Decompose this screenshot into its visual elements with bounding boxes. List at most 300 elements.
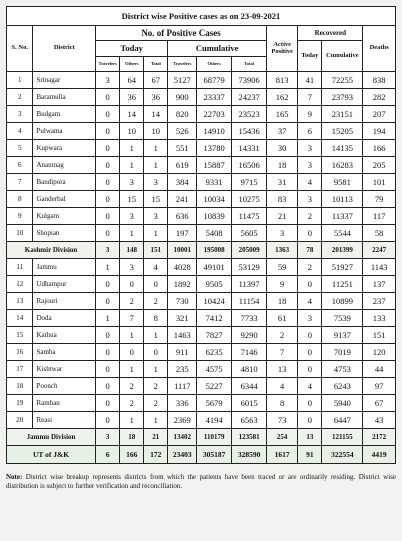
cell-cum-travelers: 321 (168, 310, 197, 327)
cell-today-others: 1 (120, 157, 144, 174)
cell-active: 165 (267, 106, 298, 123)
header-cumulative-others: Others (197, 57, 232, 72)
cell-deaths: 838 (363, 72, 396, 89)
cell-recovered-today: 3 (298, 140, 322, 157)
header-sno: S. No. (7, 26, 33, 72)
cell-today-travelers: 0 (96, 344, 120, 361)
header-deaths: Deaths (363, 26, 396, 72)
cell-recovered-today: 0 (298, 225, 322, 242)
cell-today-total: 1 (144, 412, 168, 429)
cell-recovered-cumulative: 10113 (322, 191, 363, 208)
cell-active: 8 (267, 395, 298, 412)
note-label: Note: (6, 473, 23, 481)
cell-recovered-today: 91 (298, 446, 322, 464)
cell-cum-travelers: 1463 (168, 327, 197, 344)
cell-deaths: 205 (363, 157, 396, 174)
cell-sno: 18 (7, 378, 33, 395)
cell-district: Samba (33, 344, 96, 361)
header-today: Today (96, 41, 168, 57)
cell-recovered-today: 4 (298, 378, 322, 395)
cell-cum-total: 4810 (232, 361, 267, 378)
cell-cum-total: 9290 (232, 327, 267, 344)
cell-active: 7 (267, 344, 298, 361)
header-today-travelers: Travelers (96, 57, 120, 72)
header-recovered: Recovered (298, 26, 363, 41)
cell-cum-travelers: 730 (168, 293, 197, 310)
cell-today-travelers: 3 (96, 72, 120, 89)
cell-sno: 14 (7, 310, 33, 327)
cell-recovered-cumulative: 16283 (322, 157, 363, 174)
cell-recovered-cumulative: 11251 (322, 276, 363, 293)
footnote (6, 473, 396, 492)
cell-cum-total: 73906 (232, 72, 267, 89)
cell-deaths: 151 (363, 327, 396, 344)
cell-active: 18 (267, 293, 298, 310)
table-row (7, 157, 396, 174)
cell-deaths: 137 (363, 276, 396, 293)
cell-deaths: 58 (363, 225, 396, 242)
table-row (7, 361, 396, 378)
cell-today-travelers: 0 (96, 208, 120, 225)
cell-cum-others: 14910 (197, 123, 232, 140)
cell-cum-others: 22703 (197, 106, 232, 123)
cell-today-others: 1 (120, 140, 144, 157)
cell-today-total: 0 (144, 344, 168, 361)
cell-active: 73 (267, 412, 298, 429)
cell-district: Poonch (33, 378, 96, 395)
cell-today-others: 64 (120, 72, 144, 89)
header-cumulative: Cumulative (168, 41, 267, 57)
cell-cum-travelers: 1892 (168, 276, 197, 293)
cell-today-travelers: 0 (96, 157, 120, 174)
cell-deaths: 43 (363, 412, 396, 429)
cell-cum-total: 24237 (232, 89, 267, 106)
cell-deaths: 166 (363, 140, 396, 157)
cell-today-total: 21 (144, 429, 168, 446)
cell-cum-others: 4575 (197, 361, 232, 378)
cell-cum-travelers: 23403 (168, 446, 197, 464)
cell-district: Doda (33, 310, 96, 327)
table-row (7, 123, 396, 140)
cell-cum-total: 23523 (232, 106, 267, 123)
cell-today-others: 7 (120, 310, 144, 327)
cell-district: Anantnag (33, 157, 96, 174)
cell-recovered-today: 3 (298, 157, 322, 174)
cell-district: Kishtwar (33, 361, 96, 378)
cell-today-total: 2 (144, 395, 168, 412)
cell-sno: 5 (7, 140, 33, 157)
cell-cum-travelers: 1117 (168, 378, 197, 395)
cell-today-others: 10 (120, 123, 144, 140)
cell-today-others: 3 (120, 208, 144, 225)
cell-active: 59 (267, 259, 298, 276)
cell-district: Ganderbal (33, 191, 96, 208)
cell-today-others: 0 (120, 276, 144, 293)
cell-sno: 20 (7, 412, 33, 429)
cell-deaths: 67 (363, 395, 396, 412)
header-recovered-today: Today (298, 41, 322, 72)
cell-sno: 15 (7, 327, 33, 344)
cell-deaths: 44 (363, 361, 396, 378)
header-cumulative-travelers: Travelers (168, 57, 197, 72)
cell-recovered-today: 3 (298, 310, 322, 327)
cell-recovered-today: 13 (298, 429, 322, 446)
cell-today-others: 2 (120, 293, 144, 310)
cell-cum-total: 6015 (232, 395, 267, 412)
cell-cum-others: 68779 (197, 72, 232, 89)
cell-recovered-cumulative: 322554 (322, 446, 363, 464)
cell-today-total: 1 (144, 225, 168, 242)
table-row (7, 327, 396, 344)
cell-today-total: 172 (144, 446, 168, 464)
cell-cum-others: 23337 (197, 89, 232, 106)
cell-recovered-cumulative: 23151 (322, 106, 363, 123)
cell-cum-travelers: 636 (168, 208, 197, 225)
cell-today-travelers: 1 (96, 259, 120, 276)
cell-cum-travelers: 235 (168, 361, 197, 378)
table-row (7, 310, 396, 327)
cell-district: Kulgam (33, 208, 96, 225)
cell-recovered-today: 2 (298, 259, 322, 276)
cell-cum-total: 16506 (232, 157, 267, 174)
cell-recovered-cumulative: 6243 (322, 378, 363, 395)
cell-today-total: 3 (144, 208, 168, 225)
cell-today-others: 2 (120, 378, 144, 395)
cell-today-others: 36 (120, 89, 144, 106)
cell-recovered-cumulative: 23793 (322, 89, 363, 106)
cell-today-others: 2 (120, 395, 144, 412)
cell-district: Reasi (33, 412, 96, 429)
cell-cum-total: 205009 (232, 242, 267, 259)
table-row (7, 191, 396, 208)
cell-cum-total: 9715 (232, 174, 267, 191)
cell-cum-travelers: 526 (168, 123, 197, 140)
cell-recovered-today: 0 (298, 361, 322, 378)
table-row (7, 174, 396, 191)
report-title: District wise Positive cases as on 23-09-2021 (7, 7, 396, 26)
cell-district: Pulwama (33, 123, 96, 140)
header-today-total: Total (144, 57, 168, 72)
note-text: District wise breakup represents districts from which the patients have been traced or are ordinarily residing. District wise distribution is subject to further verification and reconciliation. (6, 473, 396, 491)
cell-sno: 11 (7, 259, 33, 276)
cell-recovered-cumulative: 10899 (322, 293, 363, 310)
header-recovered-cumulative: Cumulative (322, 41, 363, 72)
cell-today-others: 166 (120, 446, 144, 464)
cell-cum-travelers: 197 (168, 225, 197, 242)
cell-sno: 2 (7, 89, 33, 106)
cell-recovered-cumulative: 9137 (322, 327, 363, 344)
header-cumulative-total: Total (232, 57, 267, 72)
cell-recovered-cumulative: 11337 (322, 208, 363, 225)
cell-cum-others: 13780 (197, 140, 232, 157)
header-district: District (33, 26, 96, 72)
cell-today-total: 151 (144, 242, 168, 259)
cell-active: 1617 (267, 446, 298, 464)
cell-deaths: 207 (363, 106, 396, 123)
cell-cum-travelers: 10001 (168, 242, 197, 259)
table-row (7, 259, 396, 276)
cell-district: Kathua (33, 327, 96, 344)
cell-cum-travelers: 2369 (168, 412, 197, 429)
cell-cum-travelers: 4028 (168, 259, 197, 276)
cell-cum-travelers: 820 (168, 106, 197, 123)
cell-cum-others: 7827 (197, 327, 232, 344)
cell-cum-travelers: 241 (168, 191, 197, 208)
cell-recovered-cumulative: 72255 (322, 72, 363, 89)
cell-cum-others: 5679 (197, 395, 232, 412)
cell-active: 13 (267, 361, 298, 378)
cell-today-others: 18 (120, 429, 144, 446)
cell-today-total: 3 (144, 174, 168, 191)
cell-district: Udhampur (33, 276, 96, 293)
table-row (7, 72, 396, 89)
cell-recovered-cumulative: 4753 (322, 361, 363, 378)
table-row (7, 106, 396, 123)
table-row (7, 293, 396, 310)
cell-cum-others: 10034 (197, 191, 232, 208)
cell-cum-total: 11154 (232, 293, 267, 310)
cell-cum-total: 6563 (232, 412, 267, 429)
cell-recovered-today: 0 (298, 412, 322, 429)
cell-cum-total: 7146 (232, 344, 267, 361)
cell-today-travelers: 0 (96, 276, 120, 293)
cell-cum-total: 328590 (232, 446, 267, 464)
cell-today-others: 15 (120, 191, 144, 208)
cell-deaths: 4419 (363, 446, 396, 464)
cell-active: 813 (267, 72, 298, 89)
cell-recovered-cumulative: 5940 (322, 395, 363, 412)
cell-recovered-today: 6 (298, 123, 322, 140)
cell-cum-others: 10424 (197, 293, 232, 310)
cell-cum-travelers: 336 (168, 395, 197, 412)
cell-cum-travelers: 551 (168, 140, 197, 157)
cell-sno: 10 (7, 225, 33, 242)
cell-cum-others: 49101 (197, 259, 232, 276)
cell-cum-others: 9331 (197, 174, 232, 191)
cell-active: 18 (267, 157, 298, 174)
cell-district: Kupwara (33, 140, 96, 157)
cell-active: 4 (267, 378, 298, 395)
cell-cum-others: 5408 (197, 225, 232, 242)
cell-today-travelers: 3 (96, 429, 120, 446)
cell-recovered-cumulative: 7539 (322, 310, 363, 327)
cell-cum-total: 11397 (232, 276, 267, 293)
table-row (7, 140, 396, 157)
cell-cum-others: 15887 (197, 157, 232, 174)
division-total-row (7, 429, 396, 446)
cell-cum-total: 11475 (232, 208, 267, 225)
cell-deaths: 237 (363, 293, 396, 310)
cell-cum-travelers: 384 (168, 174, 197, 191)
cell-sno: 7 (7, 174, 33, 191)
cell-today-total: 1 (144, 327, 168, 344)
table-row (7, 89, 396, 106)
header-today-others: Others (120, 57, 144, 72)
cell-sno: 1 (7, 72, 33, 89)
cell-today-total: 15 (144, 191, 168, 208)
cell-recovered-today: 41 (298, 72, 322, 89)
cell-today-travelers: 0 (96, 191, 120, 208)
cell-today-others: 1 (120, 412, 144, 429)
cell-recovered-today: 2 (298, 208, 322, 225)
cell-deaths: 2172 (363, 429, 396, 446)
cell-today-travelers: 3 (96, 242, 120, 259)
cell-cum-others: 4194 (197, 412, 232, 429)
cell-recovered-cumulative: 5544 (322, 225, 363, 242)
cell-cum-others: 5227 (197, 378, 232, 395)
cell-today-total: 0 (144, 276, 168, 293)
cell-recovered-today: 7 (298, 89, 322, 106)
cell-cum-others: 10839 (197, 208, 232, 225)
cell-recovered-today: 4 (298, 293, 322, 310)
table-row (7, 225, 396, 242)
cell-recovered-today: 9 (298, 106, 322, 123)
cell-cum-travelers: 619 (168, 157, 197, 174)
cell-active: 83 (267, 191, 298, 208)
cell-today-total: 67 (144, 72, 168, 89)
cell-today-travelers: 0 (96, 89, 120, 106)
cell-recovered-today: 78 (298, 242, 322, 259)
cell-cum-total: 53129 (232, 259, 267, 276)
cell-deaths: 133 (363, 310, 396, 327)
cell-today-total: 1 (144, 157, 168, 174)
cell-district: Rajouri (33, 293, 96, 310)
cell-sno: 13 (7, 293, 33, 310)
cell-today-others: 148 (120, 242, 144, 259)
cell-today-total: 1 (144, 140, 168, 157)
cell-sno: 9 (7, 208, 33, 225)
cell-recovered-cumulative: 9581 (322, 174, 363, 191)
cell-active: 3 (267, 225, 298, 242)
cell-cum-total: 5605 (232, 225, 267, 242)
cell-active: 9 (267, 276, 298, 293)
cell-sno: 12 (7, 276, 33, 293)
cell-recovered-cumulative: 121155 (322, 429, 363, 446)
cell-cum-total: 14331 (232, 140, 267, 157)
cell-active: 2 (267, 327, 298, 344)
division-total-row (7, 242, 396, 259)
cell-today-travelers: 0 (96, 106, 120, 123)
cell-today-travelers: 0 (96, 327, 120, 344)
cell-today-travelers: 0 (96, 140, 120, 157)
cell-active: 162 (267, 89, 298, 106)
cell-deaths: 79 (363, 191, 396, 208)
cell-sno: 8 (7, 191, 33, 208)
cell-deaths: 117 (363, 208, 396, 225)
cell-today-travelers: 0 (96, 123, 120, 140)
cell-today-travelers: 0 (96, 225, 120, 242)
table-row (7, 344, 396, 361)
cell-sno: 4 (7, 123, 33, 140)
cell-cum-travelers: 911 (168, 344, 197, 361)
cell-district: Shopian (33, 225, 96, 242)
cell-district: Jammu (33, 259, 96, 276)
cell-deaths: 97 (363, 378, 396, 395)
cell-cum-travelers: 900 (168, 89, 197, 106)
cell-deaths: 1143 (363, 259, 396, 276)
cell-sno: 17 (7, 361, 33, 378)
cell-cum-total: 123581 (232, 429, 267, 446)
cell-active: 37 (267, 123, 298, 140)
cell-recovered-today: 0 (298, 344, 322, 361)
cell-district: Srinagar (33, 72, 96, 89)
table-row (7, 378, 396, 395)
cell-recovered-today: 0 (298, 395, 322, 412)
cell-district: Budgam (33, 106, 96, 123)
cell-recovered-today: 4 (298, 174, 322, 191)
table-body (7, 72, 396, 464)
cell-active: 1363 (267, 242, 298, 259)
cell-cum-total: 10275 (232, 191, 267, 208)
cell-recovered-today: 0 (298, 276, 322, 293)
cell-active: 31 (267, 174, 298, 191)
cell-today-others: 3 (120, 259, 144, 276)
cell-today-others: 1 (120, 225, 144, 242)
cell-district: Ramban (33, 395, 96, 412)
cell-deaths: 101 (363, 174, 396, 191)
cell-cum-others: 9505 (197, 276, 232, 293)
cell-today-travelers: 0 (96, 361, 120, 378)
cell-division-label: Jammu Division (7, 429, 96, 446)
cell-today-others: 14 (120, 106, 144, 123)
cell-cum-travelers: 13402 (168, 429, 197, 446)
cell-today-total: 36 (144, 89, 168, 106)
cell-district: Baramulla (33, 89, 96, 106)
cell-active: 61 (267, 310, 298, 327)
cell-cum-others: 195008 (197, 242, 232, 259)
cell-recovered-today: 3 (298, 191, 322, 208)
cell-today-total: 2 (144, 293, 168, 310)
cell-active: 254 (267, 429, 298, 446)
cell-cum-others: 7412 (197, 310, 232, 327)
cell-cum-total: 6344 (232, 378, 267, 395)
cell-today-total: 4 (144, 259, 168, 276)
cell-today-travelers: 0 (96, 174, 120, 191)
cell-recovered-cumulative: 51927 (322, 259, 363, 276)
cell-today-total: 14 (144, 106, 168, 123)
table-row (7, 208, 396, 225)
cell-today-travelers: 0 (96, 412, 120, 429)
table-row (7, 412, 396, 429)
cell-division-label: Kashmir Division (7, 242, 96, 259)
cell-cum-total: 7733 (232, 310, 267, 327)
cell-today-total: 10 (144, 123, 168, 140)
cell-sno: 16 (7, 344, 33, 361)
cell-today-travelers: 0 (96, 293, 120, 310)
cell-cum-others: 305187 (197, 446, 232, 464)
cell-cum-travelers: 5127 (168, 72, 197, 89)
cell-recovered-cumulative: 6447 (322, 412, 363, 429)
header-active-positive: Active Positive (267, 26, 298, 72)
cell-cum-total: 15436 (232, 123, 267, 140)
cell-today-others: 0 (120, 344, 144, 361)
cell-today-travelers: 6 (96, 446, 120, 464)
cell-today-total: 8 (144, 310, 168, 327)
cell-cum-others: 6235 (197, 344, 232, 361)
cell-today-others: 1 (120, 361, 144, 378)
grand-total-row (7, 446, 396, 464)
cell-active: 21 (267, 208, 298, 225)
cell-today-total: 2 (144, 378, 168, 395)
cell-today-travelers: 1 (96, 310, 120, 327)
header-no-positive-cases: No. of Positive Cases (96, 26, 267, 41)
positive-cases-table (6, 6, 396, 464)
cell-today-travelers: 0 (96, 378, 120, 395)
cell-deaths: 2247 (363, 242, 396, 259)
cell-recovered-cumulative: 201399 (322, 242, 363, 259)
table-row (7, 395, 396, 412)
cell-district: Bandipora (33, 174, 96, 191)
